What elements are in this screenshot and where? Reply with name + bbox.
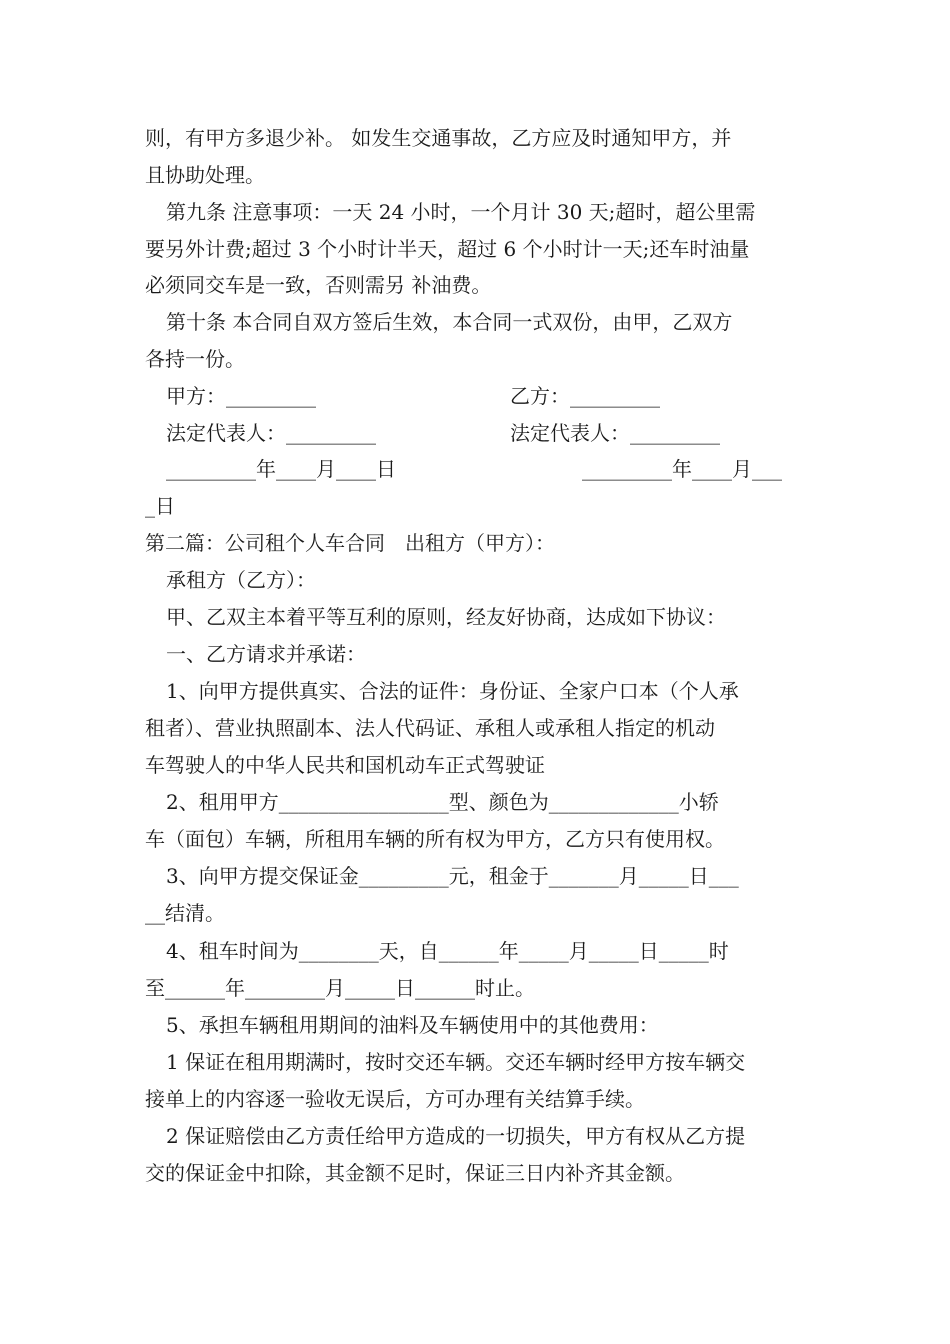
text-line: 承租方（乙方）： — [166, 568, 316, 592]
text-line: 4、租车时间为________天，自______年_____月_____日_____时 — [166, 939, 729, 963]
section-heading: 第二篇：公司租个人车合同 出租方（甲方）： — [145, 531, 555, 555]
text-line: _日 — [145, 494, 175, 518]
text-line: 1、向甲方提供真实、合法的证件：身份证、全家户口本（个人承 — [166, 679, 739, 703]
text-line: 租者）、营业执照副本、法人代码证、承租人或承租人指定的机动 — [145, 716, 715, 740]
text-line: 各持一份。 — [145, 347, 245, 371]
text-line: 车（面包）车辆，所租用车辆的所有权为甲方，乙方只有使用权。 — [145, 827, 725, 851]
text-line: 交的保证金中扣除，其金额不足时，保证三日内补齐其金额。 — [145, 1161, 685, 1185]
text-line: 车驾驶人的中华人民共和国机动车正式驾驶证 — [145, 753, 545, 777]
text-line: 且协助处理。 — [145, 163, 265, 187]
text-line: 2、租用甲方_________________型、颜色为_____________小轿 — [166, 790, 719, 814]
text-line: 至______年________月_____日______时止。 — [145, 976, 535, 1000]
date-a: _________年____月____日 — [166, 457, 396, 481]
text-line: __结清。 — [145, 901, 225, 925]
legal-rep-b: 法定代表人：_________ — [510, 421, 720, 445]
text-line: 甲、乙双主本着平等互利的原则，经友好协商，达成如下协议： — [166, 605, 726, 629]
legal-rep-a: 法定代表人：_________ — [166, 421, 376, 445]
text-line: 5、承担车辆租用期间的油料及车辆使用中的其他费用： — [166, 1013, 659, 1037]
date-b: _________年____月___ — [582, 457, 782, 481]
text-line: 接单上的内容逐一验收无误后，方可办理有关结算手续。 — [145, 1087, 645, 1111]
signature-party-b: 乙方：_________ — [510, 384, 660, 408]
text-line: 第十条 本合同自双方签后生效，本合同一式双份，由甲，乙双方 — [166, 310, 733, 334]
text-line: 2 保证赔偿由乙方责任给甲方造成的一切损失，甲方有权从乙方提 — [166, 1124, 746, 1148]
text-line: 则，有甲方多退少补。 如发生交通事故，乙方应及时通知甲方，并 — [145, 126, 732, 150]
text-line: 第九条 注意事项：一天 24 小时，一个月计 30 天;超时，超公里需 — [166, 200, 756, 224]
text-line: 3、向甲方提交保证金_________元，租金于_______月_____日___ — [166, 864, 739, 888]
text-line: 要另外计费;超过 3 个小时计半天，超过 6 个小时计一天;还车时油量 — [145, 237, 750, 261]
text-line: 一、乙方请求并承诺： — [166, 642, 366, 666]
signature-party-a: 甲方：_________ — [166, 384, 316, 408]
text-line: 1 保证在租用期满时，按时交还车辆。交还车辆时经甲方按车辆交 — [166, 1050, 746, 1074]
text-line: 必须同交车是一致，否则需另 补油费。 — [145, 273, 492, 297]
